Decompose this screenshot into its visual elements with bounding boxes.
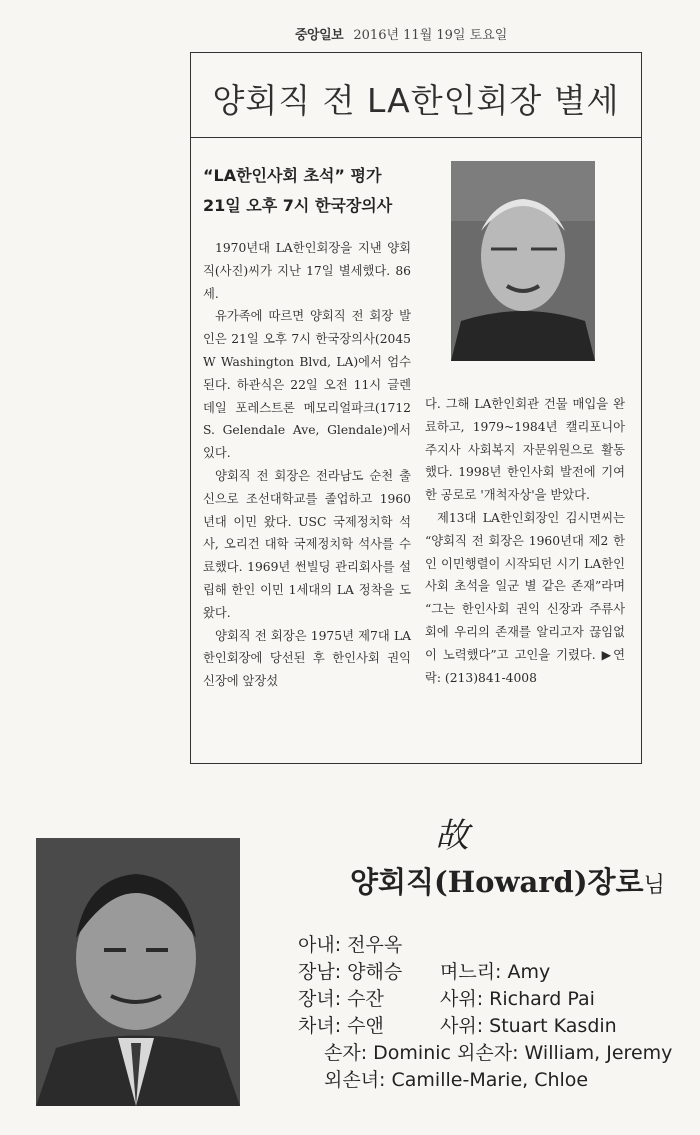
family-member: William, Jeremy bbox=[524, 1042, 673, 1064]
family-daughter-1 bbox=[298, 984, 384, 1011]
news-clipping bbox=[190, 52, 642, 764]
obituary-name bbox=[350, 860, 665, 901]
family-label: 장남: bbox=[298, 961, 342, 983]
family-granddaughters bbox=[324, 1065, 588, 1092]
family-son bbox=[298, 957, 402, 984]
family-member: Richard Pai bbox=[489, 988, 595, 1010]
family-label: 며느리: bbox=[440, 961, 502, 983]
article-column-1 bbox=[203, 237, 411, 693]
family-member: 전우옥 bbox=[347, 934, 403, 956]
article-headline: 양회직 전 LA한인회장 별세 bbox=[212, 81, 620, 120]
family-daughter-2 bbox=[298, 1011, 384, 1038]
family-daughter-in-law bbox=[440, 957, 550, 984]
deceased-name: 양회직(Howard)장로 bbox=[350, 865, 644, 899]
family-label: 사위: bbox=[440, 1015, 484, 1037]
family-member: Stuart Kasdin bbox=[489, 1015, 617, 1037]
name-suffix: 님 bbox=[643, 873, 665, 898]
article-paragraph: 1970년대 LA한인회장을 지낸 양회직(사진)씨가 지난 17일 별세했다. 86세. bbox=[203, 241, 411, 301]
article-paragraph: 양회직 전 회장은 1975년 제7대 LA한인회장에 당선된 후 한인사회 권익 신장에 앞장섰 bbox=[203, 628, 411, 689]
masthead bbox=[295, 24, 507, 43]
family-label: 외손녀: bbox=[324, 1069, 386, 1091]
headline-rule bbox=[191, 137, 641, 138]
article-paragraph: 유가족에 따르면 양회직 전 회장 발인은 21일 오후 7시 한국장의사(2045 W Washington Blvd, LA)에서 엄수된다. 하관식은 22일 오전 11시 글렌데일 포레스트론 메모리얼파크(1712 S. Gelendale Ave, Glendale)에서 있다. bbox=[203, 309, 411, 461]
family-wife bbox=[298, 930, 402, 957]
family-label: 손자: bbox=[324, 1042, 368, 1064]
family-label: 장녀: bbox=[298, 988, 342, 1010]
honorific-deceased-mark: 故 bbox=[435, 816, 469, 856]
family-label: 사위: bbox=[440, 988, 484, 1010]
family-member: Amy bbox=[507, 961, 551, 983]
article-column-2 bbox=[425, 393, 625, 689]
family-label: 외손자: bbox=[457, 1042, 519, 1064]
article-paragraph: 제13대 LA한인회장인 김시면씨는 “양회직 전 회장은 1960년대 제2 한인 이민행렬이 시작되던 시기 LA한인사회 초석을 일군 별 같은 존재”라며 “그는 한인사회 권익 신장과 주류사회에 우리의 존재를 알리고자 끊임없이 노력했다”고 고인을 기렸다. ▶연락: (213)841-4008 bbox=[425, 510, 625, 685]
newspaper-name: 중앙일보 bbox=[295, 28, 344, 43]
obituary-portrait-photo bbox=[36, 838, 240, 1106]
article-portrait-photo bbox=[451, 161, 595, 361]
family-member: Camille-Marie, Chloe bbox=[391, 1069, 589, 1091]
family-son-in-law-2 bbox=[440, 1011, 617, 1038]
family-member: 수잔 bbox=[347, 988, 384, 1010]
article-paragraph: 양회직 전 회장은 전라남도 순천 출신으로 조선대학교를 졸업하고 1960년대 이민 왔다. USC 국제정치학 석사, 오리건 대학 국제정치학 석사를 수료했다. 1969년 썬빌딩 관리회사를 설립해 한인 이민 1세대의 LA 정착을 도왔다. bbox=[203, 468, 411, 620]
issue-date: 2016년 11월 19일 토요일 bbox=[353, 28, 508, 43]
family-member: 양해승 bbox=[347, 961, 403, 983]
family-son-in-law-1 bbox=[440, 984, 595, 1011]
family-label: 아내: bbox=[298, 934, 342, 956]
article-subhead-2: 21일 오후 7시 한국장의사 bbox=[203, 196, 393, 215]
article-subhead-1: “LA한인사회 초석” 평가 bbox=[203, 166, 382, 185]
family-grandsons bbox=[324, 1038, 672, 1065]
family-label: 차녀: bbox=[298, 1015, 342, 1037]
family-member: 수앤 bbox=[347, 1015, 384, 1037]
article-paragraph: 다. 그해 LA한인회관 건물 매입을 완료하고, 1979~1984년 캘리포니아 주지사 사회복지 자문위원으로 활동했다. 1998년 한인사회 발전에 기여한 공로로 '개척자상'을 받았다. bbox=[425, 397, 625, 503]
family-member: Dominic bbox=[373, 1042, 451, 1064]
